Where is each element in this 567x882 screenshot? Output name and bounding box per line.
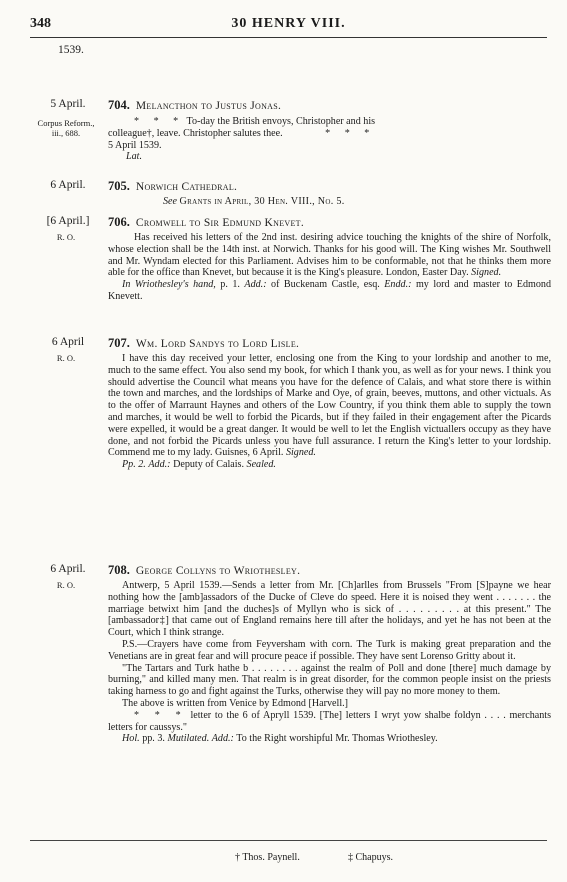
entry-number: 705. <box>108 179 130 193</box>
page-count: pp. 3. <box>142 733 165 745</box>
footnote-double-dagger: ‡ Chapuys. <box>348 852 393 863</box>
body-paragraph: "The Tartars and Turk hathe b . . . . . . . . against the realm of Poll and done [there] much damage by burning," and killed many men. That realm is in great disorder, for the common people insist on the priests taking harness to go and fight against the Turks, otherwise they will pay no more money to them. <box>108 662 551 698</box>
entry-body <box>108 353 551 471</box>
running-title: 30 HENRY VIII. <box>231 16 346 31</box>
address-text: To the Right worshipful Mr. Thomas Wriothesley. <box>236 733 438 745</box>
omission-stars: * * * <box>134 709 187 721</box>
footnote-rule <box>30 840 547 841</box>
entry-heading <box>108 98 281 113</box>
cross-reference: Grants in April, 30 Hen. VIII., No. 5. <box>179 196 345 207</box>
entry-date: 5 April. <box>50 98 86 110</box>
entry-body <box>108 196 551 208</box>
entry-date: 6 April. <box>50 563 86 575</box>
entry-heading <box>108 336 299 351</box>
entry-heading <box>108 179 237 194</box>
entry-heading <box>108 563 300 578</box>
body-line: To-day the British envoys, Christopher and his <box>186 116 376 127</box>
signed-note: Signed. <box>471 267 502 279</box>
page-count: p. 1. <box>220 279 240 291</box>
entry-title: Cromwell to Sir Edmund Knevet. <box>135 217 305 229</box>
entry-date: [6 April.] <box>46 215 90 227</box>
body-paragraph: Antwerp, 5 April 1539.—Sends a letter from Mr. [Ch]arlles from Brussels "From [S]payne we hear nothing how the [amb]assadors of the Ducke of Cleve do speed. Here it is noised they went . . . . . . . the marriage betwixt him [and the duches]s of Myllyn who is sick of . . . . . . . . . at this present." The [ambassador‡] that came out of England remains here till after the holidays, and yet he has not been at the Court, which I think strange. <box>108 580 551 639</box>
page-header <box>30 12 547 34</box>
entry-number: 707. <box>108 336 130 350</box>
entry-title: George Collyns to Wriothesley. <box>135 565 301 577</box>
signed-note: Signed. <box>285 447 316 459</box>
entry-title: Norwich Cathedral. <box>135 181 238 193</box>
see-label: See <box>163 196 178 207</box>
endorsement-text: my lord and master to Edmond Knevett. <box>108 279 552 302</box>
page-number: 348 <box>30 16 51 31</box>
address-text: Deputy of Calais. <box>173 459 244 471</box>
entry-title: Melancthon to Justus Jonas. <box>135 100 282 112</box>
entry-body <box>108 116 551 163</box>
entry-title: Wm. Lord Sandys to Lord Lisle. <box>135 338 300 350</box>
entry-number: 704. <box>108 98 130 112</box>
entry-number: 706. <box>108 215 130 229</box>
language-note: Lat. <box>126 151 142 163</box>
entry-body <box>108 232 551 303</box>
body-paragraph: I have this day received your letter, enclosing one from the King to your lordship and another to me, much to the same effect. You also send my book, for which I thank you, as well as for your news. I think you should advertise the Council what means you have for the defence of Calais, and what store there is within the town and marches, and the lordships of Marke and Oye, of grain, beeves, muttons, and other victuals. As to the offer of Marraunt Haynes and others of the Low Country, if you think them able to supply the town and marches, it would be well to forbid the Picards, but if they failed in their engagement after the Picards were expelled, it would be a great danger. It would be well to let the English victuallers occupy as they have done, and not forbid the Picards unless you have full assurance. I return the King's letter to your lordship. Commend me to my lady. Guisnes, 6 April. <box>108 353 551 459</box>
address-label: Add.: <box>244 279 267 291</box>
entry-date: 6 April <box>51 336 85 348</box>
address-label: Add.: <box>148 459 171 471</box>
entry-source: R. O. <box>56 580 76 590</box>
year-marker: 1539. <box>58 44 84 56</box>
entry-source: Corpus Reform., iii., 688. <box>37 118 95 138</box>
page-count: Pp. 2. <box>122 459 146 471</box>
sealed-note: Sealed. <box>246 459 276 471</box>
endorsement-label: Endd.: <box>384 279 412 291</box>
body-paragraph: Has received his letters of the 2nd inst. desiring advice touching the knights of the shire of Norfolk, whose election shall be the 14th inst. at Norwich. Thanks for his good will. The King wishes Mr. Southwell and Mr. Wyndam elected for this Parliament. Advises him to be conformable, not that he thinks them more able for the office than Knevet, but because it is the King's pleasure. London, Easter Day. <box>108 232 551 279</box>
body-line: colleague†, leave. Christopher salutes thee. <box>108 127 283 139</box>
mutilated-note: Mutilated. <box>167 733 210 745</box>
body-paragraph: P.S.—Crayers have come from Feyversham with corn. The Turk is making great preparation and the Venetians are in great fear and will procure peace if possible. They have sent Lorenso Gritty about it. <box>108 638 551 662</box>
hand-note: In Wriothesley's hand, <box>122 279 216 291</box>
omission-stars: * * * <box>325 127 376 139</box>
address-text: of Buckenam Castle, esq. <box>271 279 380 291</box>
entry-body <box>108 580 551 745</box>
omission-stars: * * * <box>134 116 185 127</box>
entry-date: 6 April. <box>50 179 86 191</box>
footnote-dagger: † Thos. Paynell. <box>235 852 300 863</box>
body-date: 5 April 1539. <box>108 139 162 151</box>
entry-number: 708. <box>108 563 130 577</box>
body-paragraph: The above is written from Venice by Edmond [Harvell.] <box>122 697 349 709</box>
entry-source: R. O. <box>56 353 76 363</box>
holograph-note: Hol. <box>122 733 140 745</box>
header-rule <box>30 37 547 38</box>
body-paragraph: letter to the 6 of Apryll 1539. [The] letters I wryt yow shalbe foldyn . . . . merchants letters for caussys." <box>108 709 552 733</box>
address-label: Add.: <box>211 733 234 745</box>
entry-source: R. O. <box>56 232 76 242</box>
entry-heading <box>108 215 304 230</box>
